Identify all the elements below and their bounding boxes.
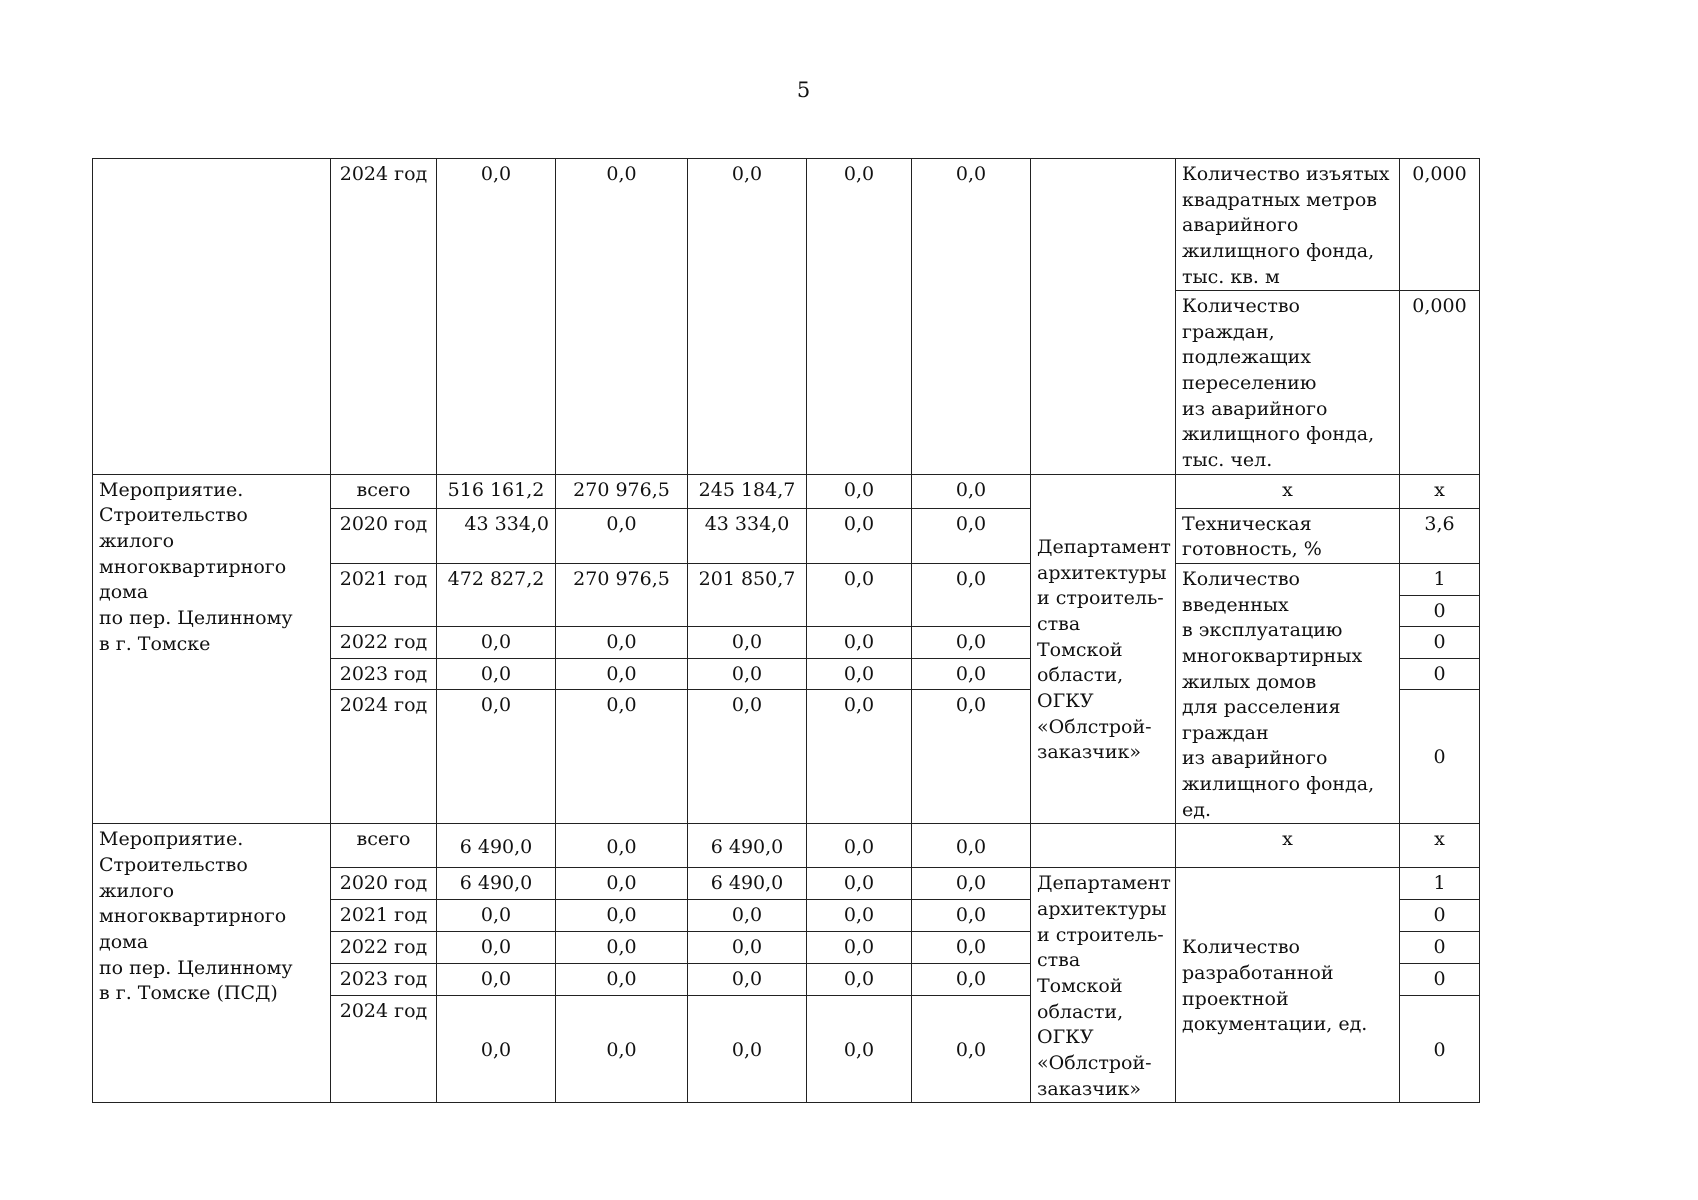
value-cell: 245 184,7 — [688, 474, 807, 508]
indicator-value-cell: 0 — [1400, 963, 1480, 995]
indicator-cell: Количество введенных в эксплуатацию многоквартирных жилых домов для расселения граждан из аварийного жилищного фонда, ед. — [1176, 563, 1400, 823]
value-cell: 0,0 — [556, 963, 688, 995]
value-cell: 43 334,0 — [688, 508, 807, 563]
value-cell: 0,0 — [912, 658, 1031, 690]
value-cell: 0,0 — [807, 658, 912, 690]
indicator-cell: Количество изъятых квадратных метров аварийного жилищного фонда, тыс. кв. м — [1176, 159, 1400, 291]
indicator-cell: Техническая готовность, % — [1176, 508, 1400, 563]
value-cell: 0,0 — [807, 995, 912, 1102]
value-cell: 0,0 — [556, 932, 688, 964]
event-cell: Мероприятие. Строительство жилого многоквартирного дома по пер. Целинному в г. Томске — [93, 474, 331, 824]
value-cell: 0,0 — [437, 932, 556, 964]
indicator-value-cell: 0 — [1400, 932, 1480, 964]
year-cell: 2024 год — [331, 995, 437, 1102]
value-cell: 6 490,0 — [688, 824, 807, 868]
value-cell: 0,0 — [912, 900, 1031, 932]
event-cell: Мероприятие. Строительство жилого многоквартирного дома по пер. Целинному в г. Томске (ПСД) — [93, 824, 331, 1103]
value-cell: 472 827,2 — [437, 563, 556, 626]
indicator-value-cell: 0 — [1400, 595, 1480, 627]
value-cell: 0,0 — [912, 995, 1031, 1102]
year-cell: 2023 год — [331, 658, 437, 690]
value-cell: 0,0 — [807, 563, 912, 626]
year-cell: 2020 год — [331, 508, 437, 563]
indicator-value-cell: 0 — [1400, 627, 1480, 659]
page-number: 5 — [796, 78, 811, 102]
value-cell: 0,0 — [807, 824, 912, 868]
year-cell: 2021 год — [331, 900, 437, 932]
value-cell: 0,0 — [437, 159, 556, 475]
executor-cell: Департамент архитектуры и строитель- ства Томской области, ОГКУ «Облстрой- заказчик» — [1031, 474, 1176, 824]
year-cell: 2024 год — [331, 690, 437, 824]
year-cell: 2021 год — [331, 563, 437, 626]
value-cell: 0,0 — [807, 627, 912, 659]
year-cell: всего — [331, 474, 437, 508]
value-cell: 0,0 — [807, 159, 912, 475]
indicator-cell: х — [1176, 474, 1400, 508]
value-cell: 0,0 — [556, 508, 688, 563]
value-cell: 0,0 — [437, 658, 556, 690]
value-cell: 0,0 — [556, 627, 688, 659]
value-cell: 0,0 — [556, 690, 688, 824]
value-cell: 6 490,0 — [437, 824, 556, 868]
indicator-cell: Количество граждан, подлежащих переселению из аварийного жилищного фонда, тыс. чел. — [1176, 291, 1400, 474]
value-cell: 0,0 — [912, 159, 1031, 475]
value-cell: 0,0 — [688, 900, 807, 932]
value-cell: 0,0 — [556, 900, 688, 932]
value-cell: 0,0 — [807, 474, 912, 508]
value-cell: 0,0 — [688, 995, 807, 1102]
value-cell: 0,0 — [556, 824, 688, 868]
indicator-value-cell: 1 — [1400, 563, 1480, 595]
indicator-value-cell: х — [1400, 824, 1480, 868]
value-cell: 201 850,7 — [688, 563, 807, 626]
value-cell: 0,0 — [807, 932, 912, 964]
value-cell: 0,0 — [912, 627, 1031, 659]
value-cell: 0,0 — [912, 474, 1031, 508]
indicator-cell: Количество разработанной проектной документации, ед. — [1176, 868, 1400, 1103]
indicator-value-cell: 0 — [1400, 995, 1480, 1102]
year-cell: 2020 год — [331, 868, 437, 900]
value-cell: 0,0 — [556, 868, 688, 900]
value-cell: 0,0 — [556, 995, 688, 1102]
table-row — [93, 474, 1480, 508]
value-cell: 0,0 — [688, 932, 807, 964]
budget-table — [92, 158, 1480, 1103]
executor-cell — [1031, 159, 1176, 475]
table-row — [93, 824, 1480, 868]
value-cell: 0,0 — [912, 868, 1031, 900]
indicator-value-cell: х — [1400, 474, 1480, 508]
year-cell: 2022 год — [331, 932, 437, 964]
year-cell: всего — [331, 824, 437, 868]
value-cell: 0,0 — [807, 868, 912, 900]
indicator-value-cell: 3,6 — [1400, 508, 1480, 563]
indicator-cell: х — [1176, 824, 1400, 868]
value-cell: 0,0 — [556, 159, 688, 475]
value-cell: 0,0 — [688, 690, 807, 824]
indicator-value-cell: 0 — [1400, 658, 1480, 690]
value-cell: 0,0 — [807, 963, 912, 995]
value-cell: 0,0 — [437, 963, 556, 995]
executor-cell — [1031, 824, 1176, 868]
indicator-value-cell: 0 — [1400, 690, 1480, 824]
indicator-value-cell: 0 — [1400, 900, 1480, 932]
value-cell: 0,0 — [556, 658, 688, 690]
value-cell: 0,0 — [912, 932, 1031, 964]
value-cell: 516 161,2 — [437, 474, 556, 508]
value-cell: 0,0 — [912, 563, 1031, 626]
value-cell: 0,0 — [688, 627, 807, 659]
value-cell: 43 334,0 — [437, 508, 556, 563]
value-cell: 0,0 — [912, 690, 1031, 824]
executor-cell: Департамент архитектуры и строитель- ства Томской области, ОГКУ «Облстрой- заказчик» — [1031, 868, 1176, 1103]
indicator-value-cell: 1 — [1400, 868, 1480, 900]
indicator-value-cell: 0,000 — [1400, 291, 1480, 474]
value-cell: 6 490,0 — [688, 868, 807, 900]
event-cell — [93, 159, 331, 475]
year-cell: 2023 год — [331, 963, 437, 995]
value-cell: 0,0 — [807, 508, 912, 563]
value-cell: 0,0 — [912, 824, 1031, 868]
value-cell: 0,0 — [437, 627, 556, 659]
value-cell: 0,0 — [688, 159, 807, 475]
value-cell: 0,0 — [688, 658, 807, 690]
value-cell: 0,0 — [807, 690, 912, 824]
value-cell: 0,0 — [437, 690, 556, 824]
value-cell: 0,0 — [688, 963, 807, 995]
value-cell: 6 490,0 — [437, 868, 556, 900]
indicator-value-cell: 0,000 — [1400, 159, 1480, 291]
value-cell: 0,0 — [912, 963, 1031, 995]
value-cell: 0,0 — [437, 995, 556, 1102]
value-cell: 0,0 — [437, 900, 556, 932]
value-cell: 0,0 — [912, 508, 1031, 563]
year-cell: 2024 год — [331, 159, 437, 475]
table-row — [93, 159, 1480, 291]
value-cell: 270 976,5 — [556, 563, 688, 626]
value-cell: 270 976,5 — [556, 474, 688, 508]
value-cell: 0,0 — [807, 900, 912, 932]
year-cell: 2022 год — [331, 627, 437, 659]
